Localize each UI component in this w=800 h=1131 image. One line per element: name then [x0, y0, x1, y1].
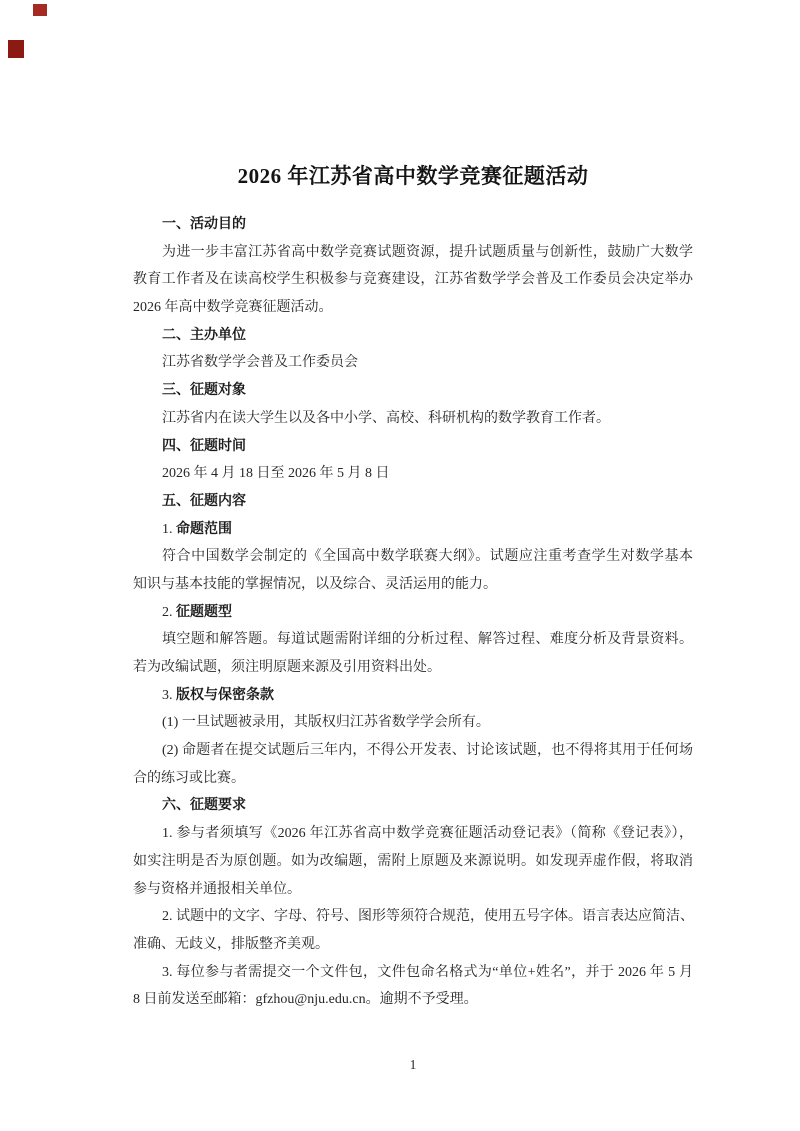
- doc-line-7: [133, 377, 693, 405]
- doc-line-6: [133, 349, 693, 377]
- text-run: 2026 年 4 月 18 日至 2026 年 5 月 8 日: [162, 466, 390, 482]
- text-run: 为进一步丰富江苏省高中数学竞赛试题资源，提升试题质量与创新性，鼓励广大数学: [162, 244, 693, 260]
- doc-line-16: [133, 626, 693, 654]
- text-run: 合的练习或比赛。: [133, 770, 245, 786]
- doc-line-3: [133, 266, 693, 294]
- text-run: 符合中国数学会制定的《全国高中数学联赛大纲》。试题应注重考查学生对数学基本: [162, 549, 693, 565]
- doc-line-4: [133, 294, 693, 322]
- doc-line-10: [133, 460, 693, 488]
- text-run: 知识与基本技能的掌握情况，以及综合、灵活运用的能力。: [133, 576, 497, 592]
- text-run: 2. 试题中的文字、字母、符号、图形等须符合规范，使用五号字体。语言表达应简洁、: [162, 909, 694, 925]
- bold-text-run: 征题题型: [176, 604, 232, 620]
- doc-line-17: [133, 654, 693, 682]
- doc-line-24: [133, 848, 693, 876]
- bold-text-run: 一、活动目的: [162, 217, 246, 232]
- doc-line-1: [133, 211, 693, 239]
- doc-line-22: [133, 792, 693, 820]
- text-run: (2) 命题者在提交试题后三年内，不得公开发表、讨论该试题，也不得将其用于任何场: [162, 743, 693, 759]
- page-number: 1: [409, 1057, 417, 1072]
- bold-text-run: 二、主办单位: [162, 327, 246, 343]
- text-run: 若为改编试题，须注明原题来源及引用资料出处。: [133, 660, 441, 675]
- doc-line-28: [133, 959, 693, 987]
- text-run: 江苏省数学学会普及工作委员会: [162, 355, 358, 371]
- doc-line-18: [133, 682, 693, 710]
- red-scan-mark-1: [33, 4, 47, 16]
- bold-text-run: 版权与保密条款: [176, 687, 274, 703]
- bold-text-run: 五、征题内容: [162, 493, 246, 509]
- text-run: 3. 每位参与者需提交一个文件包，文件包命名格式为“单位+姓名”，并于 2026 年 5 月: [162, 964, 693, 980]
- text-run: 1.: [162, 521, 176, 537]
- text-run: 3.: [162, 687, 176, 703]
- bold-text-run: 三、征题对象: [162, 383, 246, 399]
- red-scan-mark-2: [8, 40, 24, 58]
- doc-line-12: [133, 516, 693, 544]
- doc-line-29: [133, 986, 693, 1014]
- bold-text-run: 命题范围: [176, 521, 232, 537]
- bold-text-run: 四、征题时间: [162, 438, 246, 454]
- doc-line-11: [133, 488, 693, 516]
- text-run: 参与资格并通报相关单位。: [133, 881, 301, 897]
- doc-line-13: [133, 543, 693, 571]
- doc-line-9: [133, 433, 693, 461]
- text-run: (1) 一旦试题被录用，其版权归江苏省数学学会所有。: [162, 715, 490, 731]
- text-run: 江苏省内在读大学生以及各中小学、高校、科研机构的数学教育工作者。: [162, 410, 610, 426]
- doc-line-27: [133, 931, 693, 959]
- document-title: 2026 年江苏省高中数学竞赛征题活动: [237, 164, 589, 188]
- doc-line-2: [133, 239, 693, 267]
- doc-line-20: [133, 737, 693, 765]
- text-run: 如实注明是否为原创题。如为改编题，需附上原题及来源说明。如发现弄虚作假，将取消: [133, 853, 693, 869]
- doc-line-8: [133, 405, 693, 433]
- doc-line-5: [133, 322, 693, 350]
- doc-line-19: [133, 709, 693, 737]
- text-run: 填空题和解答题。每道试题需附详细的分析过程、解答过程、难度分析及背景资料。: [162, 632, 693, 648]
- doc-line-15: [133, 599, 693, 627]
- doc-line-23: [133, 820, 693, 848]
- doc-line-26: [133, 903, 693, 931]
- text-run: 教育工作者及在读高校学生积极参与竞赛建设，江苏省数学学会普及工作委员会决定举办: [133, 272, 693, 288]
- doc-line-25: [133, 876, 693, 904]
- text-run: 2026 年高中数学竞赛征题活动。: [133, 300, 333, 316]
- doc-line-21: [133, 765, 693, 793]
- bold-text-run: 六、征题要求: [162, 798, 246, 814]
- text-run: 准确、无歧义，排版整齐美观。: [133, 936, 329, 952]
- document-body: [133, 211, 693, 1014]
- text-run: 1. 参与者须填写《2026 年江苏省高中数学竞赛征题活动登记表》（简称《登记表》），: [162, 826, 693, 842]
- text-run: 2.: [162, 604, 176, 620]
- text-run: 8 日前发送至邮箱：gfzhou@nju.edu.cn。逾期不予受理。: [133, 992, 478, 1008]
- doc-line-14: [133, 571, 693, 599]
